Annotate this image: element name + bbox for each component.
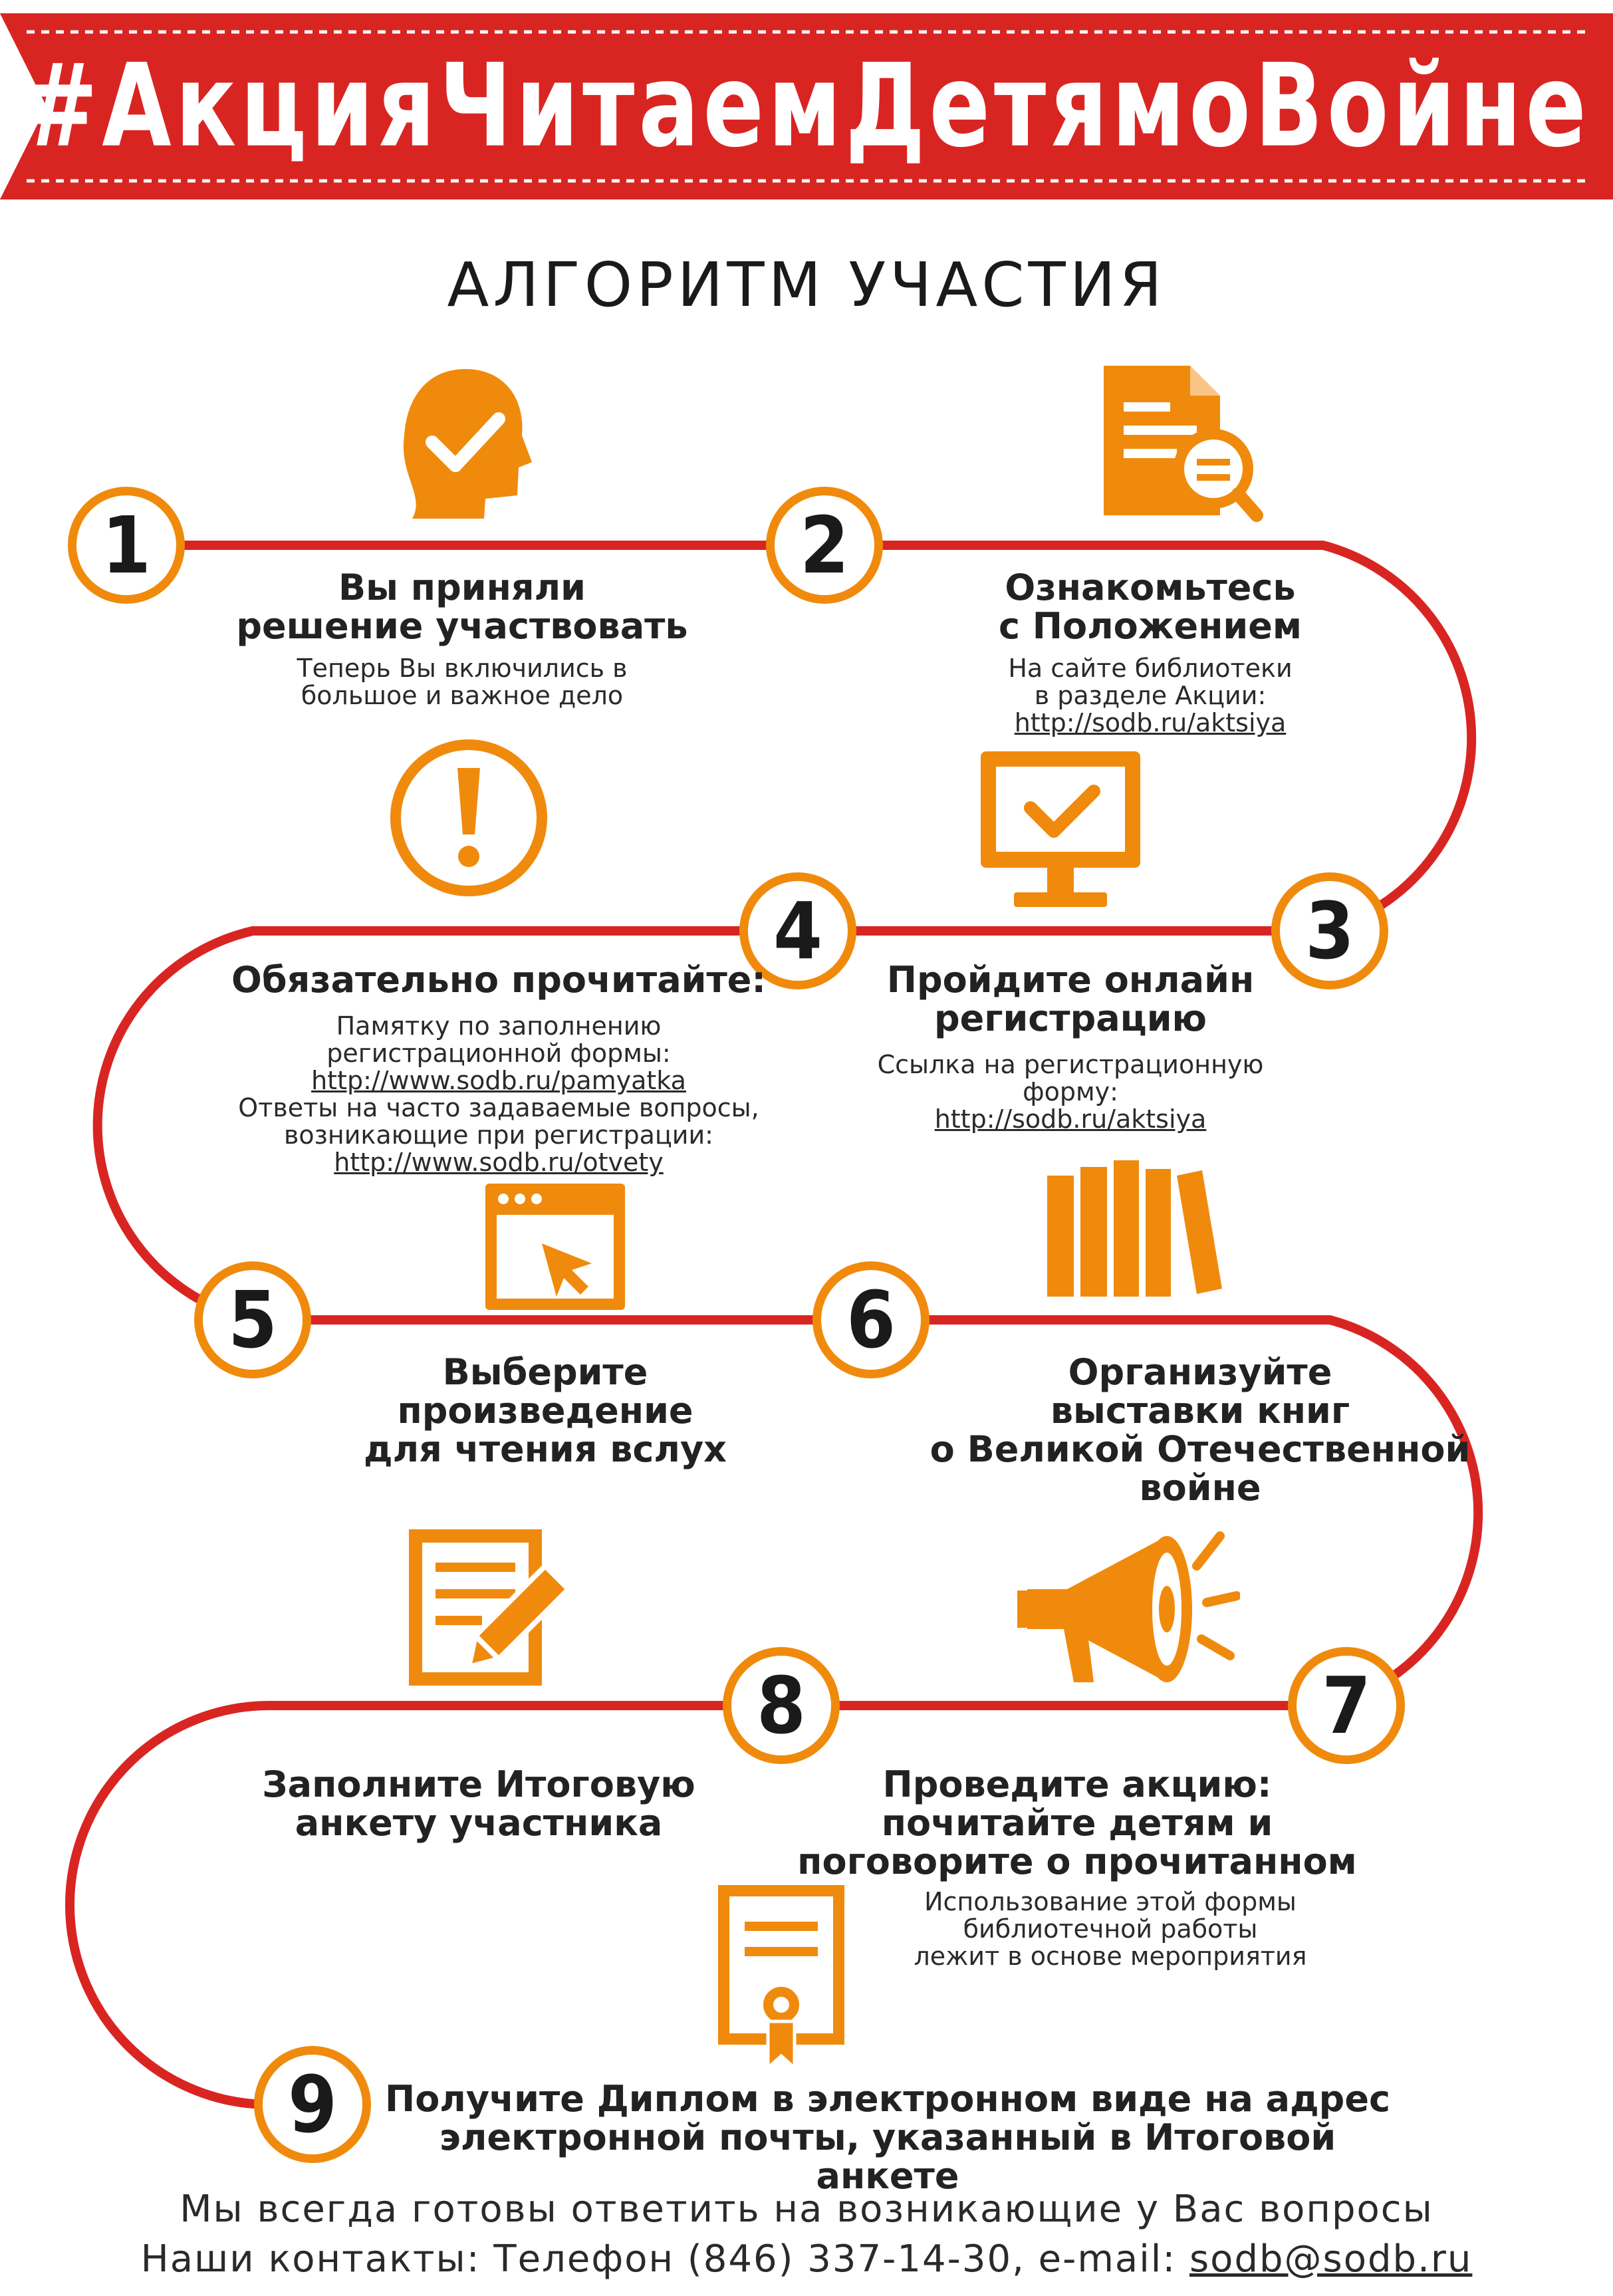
step-3-text	[838, 961, 1303, 1133]
step-number-1: 1	[68, 487, 185, 604]
head-check-icon	[386, 362, 545, 522]
books-icon	[1044, 1157, 1223, 1300]
step-4-desc2-line-2: возникающие при регистрации:	[284, 1120, 713, 1150]
step-7-heading-line-3: поговорите о прочитанном	[797, 1841, 1357, 1882]
step-7-desc-line-3: лежит в основе мероприятия	[914, 1942, 1307, 1971]
step-1-heading-line-2: решение участвовать	[236, 605, 688, 647]
footer-contacts-prefix: Наши контакты: Телефон (846) 337-14-30, e-mail:	[140, 2237, 1189, 2281]
step-4-heading: Обязательно прочитайте:	[231, 959, 766, 1001]
step-4-text	[199, 961, 798, 1176]
step-6-heading-line-3: о Великой Отечественной	[930, 1428, 1471, 1470]
step-4-link-1[interactable]: http://www.sodb.ru/pamyatka	[311, 1066, 686, 1095]
step-2-heading-line-1: Ознакомьтесь	[1005, 567, 1296, 608]
step-2-heading-line-2: с Положением	[998, 605, 1303, 647]
step-4-desc-line-1: Памятку по заполнению	[336, 1011, 662, 1041]
step-2-link[interactable]: http://sodb.ru/aktsiya	[1014, 708, 1287, 737]
browser-cursor-icon	[482, 1180, 628, 1313]
step-6-heading-line-4: войне	[1139, 1467, 1261, 1509]
step-7-heading-line-2: почитайте детям и	[881, 1802, 1273, 1844]
page-title: АЛГОРИТМ УЧАСТИЯ	[447, 249, 1166, 320]
step-8-heading-line-1: Заполните Итоговую	[262, 1763, 695, 1805]
step-7-desc	[864, 1888, 1356, 1970]
diploma-icon	[715, 1882, 848, 2071]
monitor-check-icon	[977, 745, 1144, 918]
step-3-heading-line-2: регистрацию	[933, 997, 1207, 1039]
exclamation-circle-icon	[386, 735, 552, 901]
step-2-text	[937, 569, 1363, 737]
step-8-text	[226, 1765, 731, 1843]
step-number-3: 3	[1271, 872, 1388, 989]
step-9-heading-line-1: Получите Диплом в электронном виде на адрес	[385, 2078, 1390, 2120]
step-number-2: 2	[766, 487, 883, 604]
step-number-9: 9	[254, 2046, 371, 2163]
step-2-desc-line-2: в разделе Акции:	[1034, 681, 1267, 710]
step-6-heading-line-2: выставки книг	[1050, 1390, 1350, 1432]
footer-line-1: Мы всегда готовы ответить на возникающие у Вас вопросы	[180, 2188, 1433, 2231]
step-1-desc-line-1: Теперь Вы включились в	[297, 654, 628, 683]
step-4-desc2-line-1: Ответы на часто задаваемые вопросы,	[238, 1093, 759, 1122]
step-3-heading-line-1: Пройдите онлайн	[886, 959, 1255, 1001]
step-7-text	[785, 1765, 1370, 1881]
megaphone-icon	[1014, 1516, 1240, 1709]
step-number-5: 5	[194, 1261, 311, 1378]
document-search-icon	[1097, 362, 1263, 535]
step-number-7: 7	[1288, 1647, 1405, 1764]
step-7-heading-line-1: Проведите акцию:	[882, 1763, 1272, 1805]
step-number-6: 6	[812, 1261, 930, 1378]
step-9-heading-line-2: электронной почты, указанный в Итоговой анкете	[439, 2116, 1336, 2197]
step-4-link-2[interactable]: http://www.sodb.ru/otvety	[334, 1148, 664, 1177]
step-6-text	[918, 1353, 1483, 1507]
step-number-4: 4	[739, 872, 856, 989]
form-pencil-icon	[406, 1526, 572, 1689]
step-5-heading-line-3: для чтения вслух	[363, 1428, 727, 1470]
step-1-desc-line-2: большое и важное дело	[301, 681, 624, 710]
step-5-heading-line-1: Выберите	[442, 1351, 648, 1393]
step-7-desc-line-1: Использование этой формы	[924, 1887, 1297, 1916]
step-8-heading-line-2: анкету участника	[295, 1802, 663, 1844]
step-number-8: 8	[723, 1647, 840, 1764]
banner-hashtag: #АкцияЧитаемДетямоВойне	[23, 39, 1590, 174]
step-9-text	[372, 2080, 1403, 2196]
step-6-heading-line-1: Организуйте	[1068, 1351, 1332, 1393]
step-1-text	[219, 569, 705, 709]
step-5-heading-line-2: произведение	[397, 1390, 693, 1432]
step-3-desc-line-1: Ссылка на регистрационную	[877, 1050, 1264, 1079]
footer-contacts	[0, 2237, 1613, 2281]
step-7-desc-line-2: библиотечной работы	[963, 1914, 1258, 1944]
step-1-heading-line-1: Вы приняли	[338, 567, 586, 608]
footer-email-link[interactable]: sodb@sodb.ru	[1189, 2237, 1473, 2281]
step-2-desc-line-1: На сайте библиотеки	[1008, 654, 1293, 683]
step-5-text	[332, 1353, 758, 1469]
step-3-desc-line-2: форму:	[1023, 1077, 1118, 1106]
step-3-link[interactable]: http://sodb.ru/aktsiya	[934, 1104, 1207, 1134]
step-4-desc-line-2: регистрационной формы:	[326, 1039, 671, 1068]
